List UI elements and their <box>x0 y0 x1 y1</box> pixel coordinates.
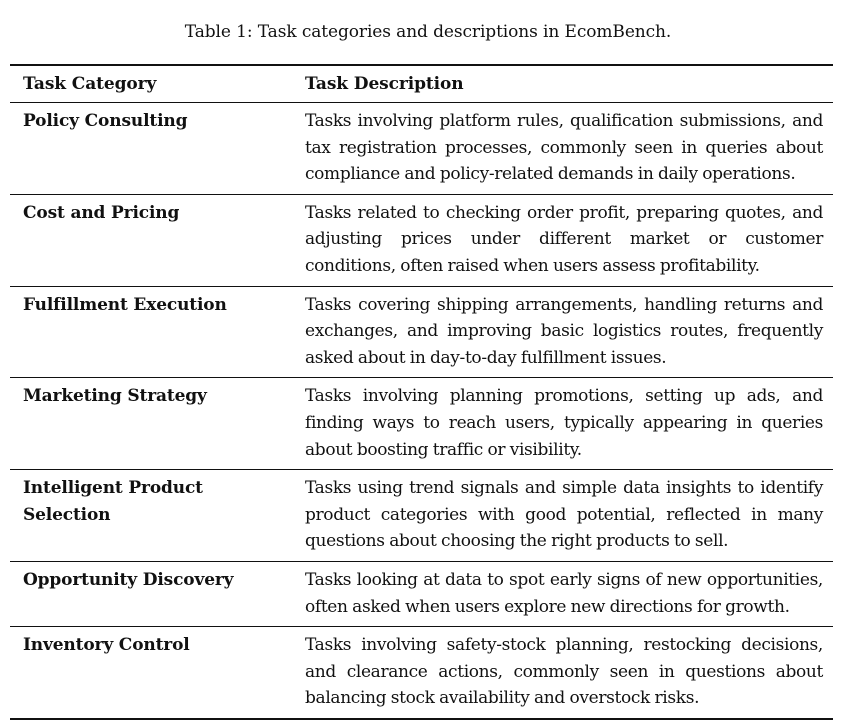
table-row <box>10 194 833 286</box>
table-row <box>10 103 833 195</box>
row-category: Intelligent Product Selection <box>23 478 203 525</box>
row-category: Opportunity Discovery <box>23 569 234 590</box>
header-task-category: Task Category <box>23 74 157 94</box>
row-category: Inventory Control <box>23 635 190 656</box>
table-row <box>10 286 833 378</box>
table-header <box>10 65 833 103</box>
row-description: Tasks covering shipping arrangements, handling returns and exchanges, and improving basic logistics routes, frequently asked about in day-to-day fulfillment issues. <box>305 294 823 368</box>
table-row <box>10 561 833 626</box>
row-category: Marketing Strategy <box>23 386 207 407</box>
task-category-table <box>10 64 833 720</box>
row-description: Tasks related to checking order profit, preparing quotes, and adjusting prices under different market or customer conditions, often raised when users assess profitability. <box>305 202 823 276</box>
header-row <box>10 65 833 103</box>
table-row <box>10 378 833 470</box>
row-description: Tasks involving safety-stock planning, restocking decisions, and clearance actions, commonly seen in questions about balancing stock availability and overstock risks. <box>305 635 823 709</box>
row-description: Tasks looking at data to spot early signs of new opportunities, often asked when users explore new directions for growth. <box>305 569 823 617</box>
row-description: Tasks involving planning promotions, setting up ads, and finding ways to reach users, typically appearing in queries about boosting traffic or visibility. <box>305 386 823 460</box>
row-description: Tasks involving platform rules, qualification submissions, and tax registration processes, commonly seen in queries about compliance and policy-related demands in daily operations. <box>305 111 823 185</box>
table-body <box>10 103 833 719</box>
table-row <box>10 470 833 562</box>
row-category: Policy Consulting <box>23 111 188 131</box>
row-description: Tasks using trend signals and simple data insights to identify product categories with good potential, reflected in many questions about choosing the right products to sell. <box>305 478 823 552</box>
table-row <box>10 627 833 719</box>
table-caption: Table 1: Task categories and descriptions in EcomBench. <box>184 22 672 42</box>
table <box>10 64 833 720</box>
header-task-description: Task Description <box>305 74 464 94</box>
row-category: Fulfillment Execution <box>23 294 227 315</box>
row-category: Cost and Pricing <box>23 202 180 223</box>
